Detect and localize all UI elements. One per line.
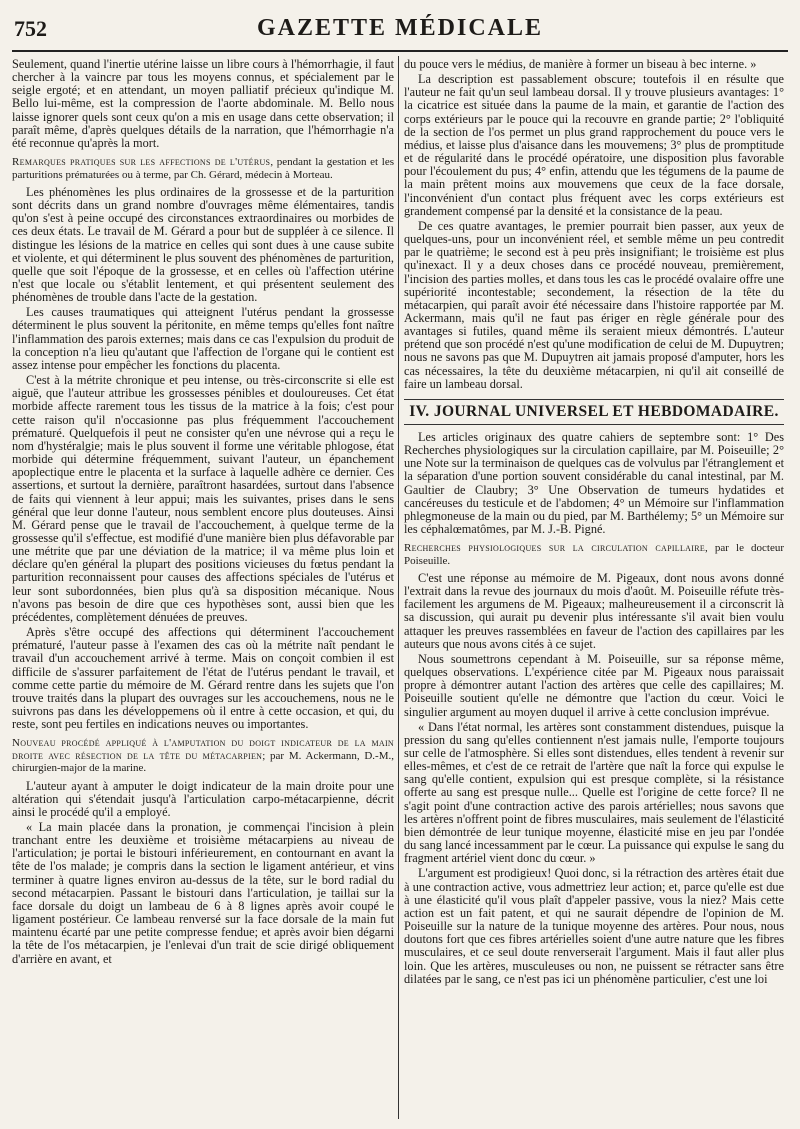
paragraph: Nous soumettrons cependant à M. Poiseuille, sur sa réponse même, quelques observations. L'expérience citée par M. Pigeaux nous paraissait propre à démontrer autant l'action des artères que celle des capillaires; M. Poiseuille soutient qu'elle ne démontre que l'action du cœur. Voici le singulier argument au moyen duquel il arrive à cette conclusion imprévue. — [404, 651, 784, 719]
article-heading-rest: ; par M. Ackermann, D.-M., chirurgien-major de la marine. — [12, 749, 394, 775]
paragraph: C'est à la métrite chronique et peu intense, ou très-circonscrite si elle est aiguë, que l'auteur attribue les grossesses pénibles et douloureuses. Cet état morbide affecte rarement tous les tissus de la matrice à la fois; c'est pour cette raison qu'il n'occasionne pas plus fréquemment l'accouchement prématuré. Quelquefois il peut ne consister qu'en une névrose qui a reçu le nom d'hystéralgie; mais le plus souvent il forme une véritable phlogose, état morbide qui détermine fréquemment, suivant l'auteur, un épanchement apoplectique entre le placenta et la surface à laquelle adhère ce dernier. Ces assertions, et surtout la dernière, paraîtront hasardées, surtout dans l'absence de faits qui viennent à leur appui; mais les suivantes, prises dans le sens général que leur donne l'auteur, nous semblent encore plus douteuses. Ainsi M. Gérard pense que le travail de l'accouchement, à quelque terme de la grossesse qu'il s'effectue, est modifié d'une manière bien plus défavorable par une métrite que par une déviation de la matrice; il va même plus loin et déclare qu'en général la plupart des positions vicieuses du fœtus pendant la parturition reconnaissent pour causes des affections spéciales de l'utérus et leur sont subordonnées, bien plus qu'à sa disposition mécanique. Nous n'avons pas besoin de dire que ces hypothèses sont, aussi bien que les précédentes, complètement dénuées de preuves. — [12, 373, 394, 624]
paragraph: La description est passablement obscure; toutefois il en résulte que l'auteur ne fait qu'un seul lambeau dorsal. Il y trouve plusieurs avantages: 1° la cicatrice est située dans la paume de la main, et garantie de l'action des corps extérieurs par le pouce qui la recouvre en grande partie; 2° l'obliquité de la section de l'os permet un plus grand rapprochement du pouce vers le médius, et laisse plus d'aisance dans les mouvemens; 3° plus de promptitude et de régularité dans le procédé opératoire, une disposition plus favorable pour l'écoulement du pus; 4° enfin, attendu que les tégumens de la paume de la main prêtent moins aux mouvemens que ceux de la face dorsale, l'inconvénient d'un contact plus fréquent avec les corps extérieurs est grandement compensé par la densité et la consistance de la peau. — [404, 72, 784, 218]
paragraph: L'auteur ayant à amputer le doigt indicateur de la main droite pour une altération qui s'étendait jusqu'à l'articulation carpo-métacarpienne, décrit ainsi le procédé qu'il a employé. — [12, 778, 394, 819]
paragraph: « La main placée dans la pronation, je commençai l'incision à plein tranchant entre les deuxième et troisième métacarpiens au niveau de l'articulation; je portai le bistouri inférieurement, en contournant en avant la tête de l'os malade; je compris dans la section le ligament antérieur, et vins terminer à quatre lignes environ au-dessus de la tête, sur le bord radial du second métacarpien. Passant le bistouri dans l'articulation, je taillai sur la face dorsale du doigt un lambeau de 6 à 8 lignes après avoir coupé le ligament postérieur. Ce lambeau renversé sur la face dorsale de la main fut maintenu écarté par une petite compresse fendue; et après avoir bien dégarni la tête de l'os métacarpien, je l'enlevai d'un trait de scie dirigé obliquement d'arrière en avant, et — [12, 820, 394, 966]
paragraph: L'argument est prodigieux! Quoi donc, si la rétraction des artères était due à une contraction active, vous admettriez leur action; et, parce qu'elle est due à une élasticité qu'il vous plaît d'appeler passive, vous la niez? Mais cette action est un fait patent, et qui ne saurait dépendre de l'opinion de M. Poiseuille sur la nature de la tunique moyenne des artères. Pour nous, nous doutons fort que ces fibres artérielles soient d'une autre nature que les fibres musculaires, et ce seul doute renverserait l'argument. Mais il faut aller plus loin. Que les artères, musculeuses ou non, ne puissent se rétracter sans être dilatées par le sang, ce n'est pas ici un phénomène particulier, c'est une loi — [404, 866, 784, 986]
section-heading: IV. JOURNAL UNIVERSEL ET HEBDOMADAIRE. — [404, 399, 784, 425]
article-heading-nouveau-procede — [12, 737, 394, 774]
article-heading-rest: , par le docteur Poiseuille. — [404, 542, 784, 567]
paragraph: Seulement, quand l'inertie utérine laisse un libre cours à l'hémorrhagie, il faut chercher à la vaincre par tous les moyens connus, et spécialement par le seigle ergoté; et en attendant, un moyen palliatif précieux qu'indique M. Bello lui-même, est la compression de l'aorte abdominale. M. Bello nous laisse ignorer quels sont ceux qu'on a mis en usage dans cette observation; il paraît même, d'après quelques détails de la narration, que l'hémorrhagie n'a été reconnue qu'après la mort. — [12, 58, 394, 150]
paragraph: « Dans l'état normal, les artères sont constamment distendues, puisque la pression du sang qu'elles contiennent n'est jamais nulle, l'emporte toujours sur celle de l'atmosphère. Si elles sont distendues, elles tendent à revenir sur elles-mêmes, et c'est de ce retrait de l'artère que naît la force qui expulse le sang qu'elle contient, expulsion qui est presque complète, si la résistance offerte au sang est presque nulle... Quelle est l'origine de cette force? Il ne s'agit point d'une contraction active des parois artérielles; nous savons que les artères n'offrent point de fibres musculaires, mais seulement de l'élasticité bien démontrée de leur tunique moyenne, élasticité mise en jeu par l'ondée du sang lancé incessamment par le cœur. La puissance qui expulse le sang du fragment artériel vient donc du cœur. » — [404, 719, 784, 866]
left-column — [12, 58, 394, 1119]
article-heading-lead: Remarques pratiques sur les affections de l'utérus — [12, 156, 271, 169]
right-column — [404, 58, 784, 1119]
article-heading-lead: Nouveau procédé appliqué à l'amputation du doigt indicateur de la main droite avec résection de la tête du métacarpien — [12, 737, 394, 762]
paragraph: De ces quatre avantages, le premier pourrait bien passer, aux yeux de quelques-uns, pour un inconvénient réel, et semble même un peu contredit par le quatrième; le second est à peu près insignifiant; le troisième est plus qu'inexact. Il y a deux choses dans ce procédé nouveau, premièrement, l'incision des parties molles, et dans tous les cas le procédé ovalaire offre une supériorité incontestable; secondement, la résection de la tête du métacarpien, qui paraît avoir été nécessaire dans l'histoire rapportée par M. Ackermann, mais qu'il ne faut pas ériger en règle générale pour des avantages si futiles, quand même ils seraient mieux démontrés. L'auteur prétend que son procédé n'est qu'une modification de celui de M. Dupuytren; nous ne savons pas que M. Dupuytren ait jamais proposé d'amputer, hors les cas nécessaires, la tête du deuxième métacarpien, ni qu'il ait conseillé de faire un lambeau dorsal. — [404, 218, 784, 391]
article-heading-rest: , pendant la gestation et les parturitions prématurées ou à terme, par Ch. Gérard, médecin à Morteau. — [12, 156, 394, 181]
header-rule — [12, 50, 788, 52]
paragraph: Après s'être occupé des affections qui déterminent l'accouchement prématuré, l'auteur passe à l'examen des cas où la métrite naît pendant le travail d'un accouchement arrivé à terme. Mais on conçoit combien il est difficile de s'assurer parfaitement de l'état de l'utérus pendant le travail, et comme cette partie du mémoire de M. Gérard rentre dans les sujets que l'on trouve traités dans la plupart des ouvrages sur les accouchemens, nous ne le suivrons pas dans les développemens où il entre à cette occasion, et qui, du reste, sont peu fertiles en indications neuves ou importantes. — [12, 625, 394, 732]
paragraph: Les phénomènes les plus ordinaires de la grossesse et de la parturition sont décrits dans un grand nombre d'ouvrages même élémentaires, tandis qu'on s'est à peine occupé des circonstances extraordinaires ou morbides de ces deux états. Le travail de M. Gérard a pour but de suppléer à ce silence. Il distingue les lésions de la matrice en celles qui sont dues à une cause subite et violente, et qui déterminent le plus souvent des phénomènes de parturition, quelle que soit l'époque de la grossesse, et en celles où l'affection utérine n'est que locale ou s'établit lentement, et qui présentent seulement des phénomènes de trouble dans l'acte de la gestation. — [12, 184, 394, 305]
paragraph: Les causes traumatiques qui atteignent l'utérus pendant la grossesse déterminent le plus souvent la péritonite, en même temps qu'elles font naître l'inflammation des parois externes; mais dans ce cas l'expulsion du produit de la conception n'a lieu qu'autant que l'affection de l'organe qui le contient est assez intense pour empêcher les fonctions du placenta. — [12, 305, 394, 372]
journal-title: GAZETTE MÉDICALE — [256, 15, 544, 41]
page-header — [12, 12, 788, 46]
paragraph: C'est une réponse au mémoire de M. Pigeaux, dont nous avons donné l'extrait dans la revue des journaux du mois d'août. M. Poiseuille réfute très-facilement les argumens de M. Pigeaux; malheureusement il a circonscrit là sa discussion, qui aurait pu devenir plus intéressante s'il avait bien voulu attaquer les preuves rassemblées en faveur de l'action des capillaires par les auteurs que nous avons cités à ce sujet. — [404, 570, 784, 651]
article-heading-remarques — [12, 156, 394, 181]
paragraph: du pouce vers le médius, de manière à former un biseau à bec interne. » — [404, 58, 757, 71]
article-heading-lead: Recherches physiologiques sur la circulation capillaire — [404, 542, 706, 555]
article-heading-recherches — [404, 542, 784, 567]
paragraph: Les articles originaux des quatre cahiers de septembre sont: 1° Des Recherches physiologiques sur la circulation capillaire, par M. Poiseuille; 2° une Note sur la terminaison de quelques cas de volvulus par l'étranglement et la séparation d'une portion souvent considérable du canal intestinal, par M. Gaultier de Claubry; 3° Une Observation de tumeurs hydatides et cancéreuses du testicule et de l'abdomen; 4° un Mémoire sur l'inflammation phlegmoneuse de la main ou du pied, par M. Barthélemy; 5° un Mémoire sur les céphalœmatômes, par M. J.-B. Pigné. — [404, 429, 784, 536]
page-number: 752 — [14, 16, 47, 41]
column-separator — [398, 56, 399, 1119]
